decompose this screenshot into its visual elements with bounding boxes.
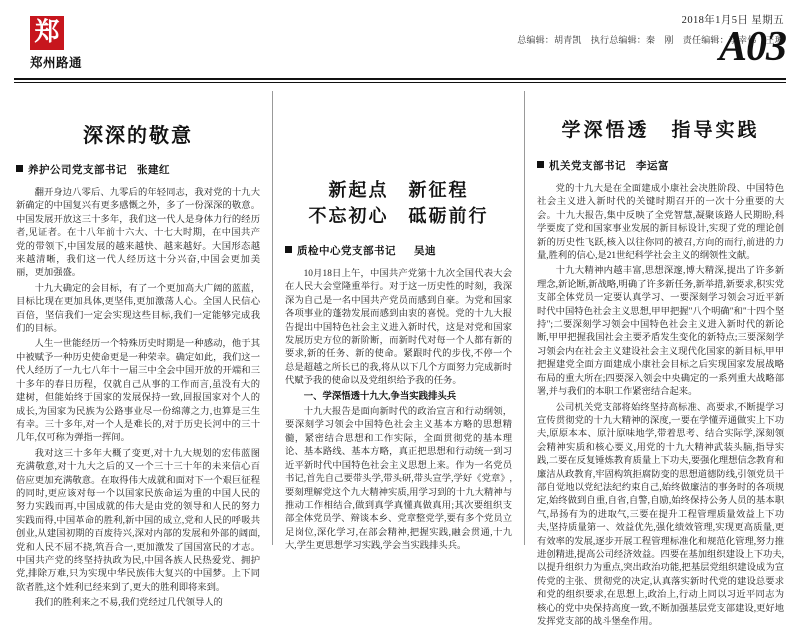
article-1-byline-name: 张建红: [137, 165, 170, 176]
article-2-byline-name: 吴迪: [414, 246, 436, 257]
article-3-byline: [537, 158, 784, 173]
article-2-headline-line2: 不忘初心 砥砺前行: [285, 203, 512, 229]
article-2-paragraph: 十九大报告是面向新时代的政治宣言和行动纲领，要深刻学习领会中国特色社会主义基本方略的思想精髓，紧密结合思想和工作实际，全面贯彻党的基本理论、基本路线、基本方略，真正把思想和行动统一到习近平新时代中国特色社会主义思想上来。作为一名党员书记,首先自己要带头学,带头研,带头宣学,学好《党章》,要刻理解党这个九大精神实质,用学习到的十九大精神与推动工作相结合,做到真学真懂真做真用;其次要组织支部全体党员学、辩谈本乡、党章整党学,要有多个党员立足岗位,深化学习,在部会精神,把握实践,融会贯通,十九大,学生更思想学习实践,学会当实践排头兵。: [285, 406, 512, 553]
article-3-body: [537, 183, 784, 553]
article-column-2: [272, 91, 524, 545]
masthead-divider-thick: [14, 78, 786, 80]
masthead: [0, 0, 800, 78]
article-2-body: [285, 268, 512, 500]
logo-glyph: 郑: [30, 16, 64, 50]
square-bullet-icon: [285, 246, 292, 253]
article-2-byline-org: 质检中心党支部书记: [297, 246, 396, 257]
square-bullet-icon: [537, 161, 544, 168]
article-columns: [14, 83, 786, 545]
article-3-paragraph: 十九大精神内越丰富,思想深邃,博大精深,提出了许多新理念,新论断,新战略,明确了许多新任务,新举措,新要求,积实党支部全体党员一定要认真学习、一要深刻学习领会习近平新时代中国特色社会主义思想,甲甲把握"八个明确"和"十四个坚持";二要深刻学习领会中国特色社会主义进入新时代的新论断,甲甲把握我国社会主要矛盾发生变化的新特点;三要深刻学习领会内在社会主义建设社会主义现代化国家的新目标,甲甲把握建党全面方面建成小康社会目标之后实现国家发展战略布局的重大所在;四要深入领会中央确定的一系列重大战略部署,并与我们的本职工作紧密结合起来。: [537, 265, 784, 399]
article-3-paragraph: 公司机关党支部将始终坚持高标准、高要求,不断提学习宣传贯彻党的十九大精神的深度,一要在学懂弄通做实上下功夫,原原本本、原汁原味地学,带着思考、结合实际学,深刻领会精神实质和核心要义,用党的十九大精神武装头脑,指导实践,二要在反复锤炼教育质量上下功夫,要强化理想信念教育和廉洁从政教育,牢固构筑拒腐防变的思想道德防线,引领党员干部自觉地以党纪法纪约束自己,始终做廉洁的事务时的各项规定,始终做到自重,自省,自警,自励,始终保持公务人员的基本职气,昂扬有为的进取气,三要在提升工程管理质量效益上下功夫,坚持质量第一、效益优先,强化绩效管理,实现更高质量,更有效率的发展,逐步开展工程管理标准化和规范化管理,努力推进创精进,提高公司经济效益。四要在基加组织建设上下功夫,以提升组织力为重点,突出政治功能,把基层党组织建设成为宣传党的主张、贯彻党的决定,认真落实新时代党的建设总要求和党的组织要求,在思想上,政治上,行动上同以习近平同志为核心的党中央保持高度一致,不断加强基层党支部建设,更好地发挥党支部的战斗堡垒作用。: [537, 402, 784, 629]
article-1-paragraph: 我对这三十多年大概了变更,对十九大规划的宏伟蓝图充满敬意,对十九大之后的又一个三十三十年的未来信心百倍应更加充满敬意。在取得伟大成就和面对下一个艰巨征程的同时,更应该对每一个以国家民族命运为重的中国人民的努力实践而再,中国成就的伟大是由党的领导和人民的努力实践而得,中国革命的胜利,新中国的成立,党和人民的呼吸共创业,从建国初期的百废待兴,深对内部的发展和外部的阔面,党和人民不屈不挠,筑吾合一,更加激发了国国富民的才志。中国共产党的终坚持执政为民,中国各族人民热爱党、拥护党,排除万难,只为实现中华民族伟大复兴的中国梦。上下同欲者胜,这个姓利已经来到了,更大的胜利即将来到。: [16, 448, 260, 595]
article-1-headline: 深深的敬意: [16, 119, 260, 148]
article-column-3: [524, 91, 786, 545]
publication-date: 2018年1月5日 星期五: [517, 12, 784, 27]
newspaper-logo-icon: [30, 16, 64, 50]
paper-name: 郑州路通: [30, 53, 140, 71]
article-1-body: [16, 187, 260, 487]
square-bullet-icon: [16, 165, 23, 172]
article-1-byline: [16, 162, 260, 177]
page-number: A03: [719, 26, 786, 68]
article-2-headline-line1: 新起点 新征程: [285, 177, 512, 203]
article-3-byline-org: 机关党支部书记: [549, 161, 626, 172]
article-2-byline: [285, 243, 512, 258]
editor-credits: 总编辑：胡青凯 执行总编辑：秦 刚 责任编辑：李幸伟 王琳: [517, 33, 784, 46]
newspaper-logo: [30, 16, 140, 71]
article-3-paragraph: 党的十九大是在全面建成小康社会决胜阶段、中国特色社会主义进入新时代的关键时期召开的一次十分重要的大会。十九大报告,集中反映了全党智慧,凝聚该路人民期盼,科学要废了党和国家事业发展的新目标设计,实现了党的理论创新的历史性飞跃,核入以往你同的被召,方向的而行,前进的力量,胜利的信心,是21世纪科学社会主义的纲领性文献。: [537, 183, 784, 263]
article-3-headline: 学深悟透 指导实践: [537, 115, 784, 142]
article-1-byline-org: 养护公司党支部书记: [28, 165, 127, 176]
article-column-1: [14, 91, 272, 545]
article-1-paragraph: 我们的胜利来之不易,我们党经过几代领导人的: [16, 597, 260, 610]
article-2-paragraph: 10月18日上午，中国共产党第十九次全国代表大会在人民大会堂隆重举行。对于这一历史性的时刻，我深深为自己是一名中国共产党员而感到自豪。为党和国家各项事业的蓬勃发展而感到由衷的喜悦。党的十九大报告提出中国特色社会主义进入新时代，这是对党和国家发展历史方位的新阶断，而新时代对每一个人都有新的要求,新的任务、新的使命。紧跟时代的步伐,不停一个总是超越之所长已的我,将从以下几个方面努力完成新时代赋予我的使命以及党组织给予我的任务。: [285, 268, 512, 389]
article-2-headline: [285, 177, 512, 229]
article-1-paragraph: 翻开身边八零后、九零后的年轻同志，我对党的十九大新确定的中国复兴有更多感慨之外，多了一份深深的敬意。中国发展开放这三十多年，我们这一代人是身体力行的经历者,见证者。在十八年前十六大、十七大时期，在中国共产党的带领下,中国发展的越来越快、越来越好。大国形态越来越清晰，我们这一代人经历这十分兴奋,中国会更加美丽，更加强盛。: [16, 187, 260, 281]
article-3-byline-name: 李运富: [636, 161, 669, 172]
article-1-paragraph: 十九大确定的会目标，有了一个更加高大广阔的蓝蓝，目标比现在更加具体,更坚伟,更加激荡人心。全国人民信心百倍，坚信我们一定会实现这些目标,我们一定能够完成我们的目标。: [16, 283, 260, 337]
article-1-paragraph: 人生一世能经历一个特殊历史时期是一种感动，他于其中被赋予一种历史使命更是一种荣幸。确定如此，我们这一代人经历了一九七八年十一届三中全会中国开放的开端和三十多年的春日历程，仅就自己从事的工作而言,虽没有大的建树，但能始终于国家的发展保持一致,回报国家对个人的成长,为国家为民族为公路事业尽一份绵薄之力,也算是三生有幸。三十多年,对一个人是难长的,对于历史长河中的三十几年,仅可称为弹指一挥间。: [16, 338, 260, 445]
article-2-subhead: 一、学深悟透十九大,争当实践排头兵: [285, 391, 512, 404]
